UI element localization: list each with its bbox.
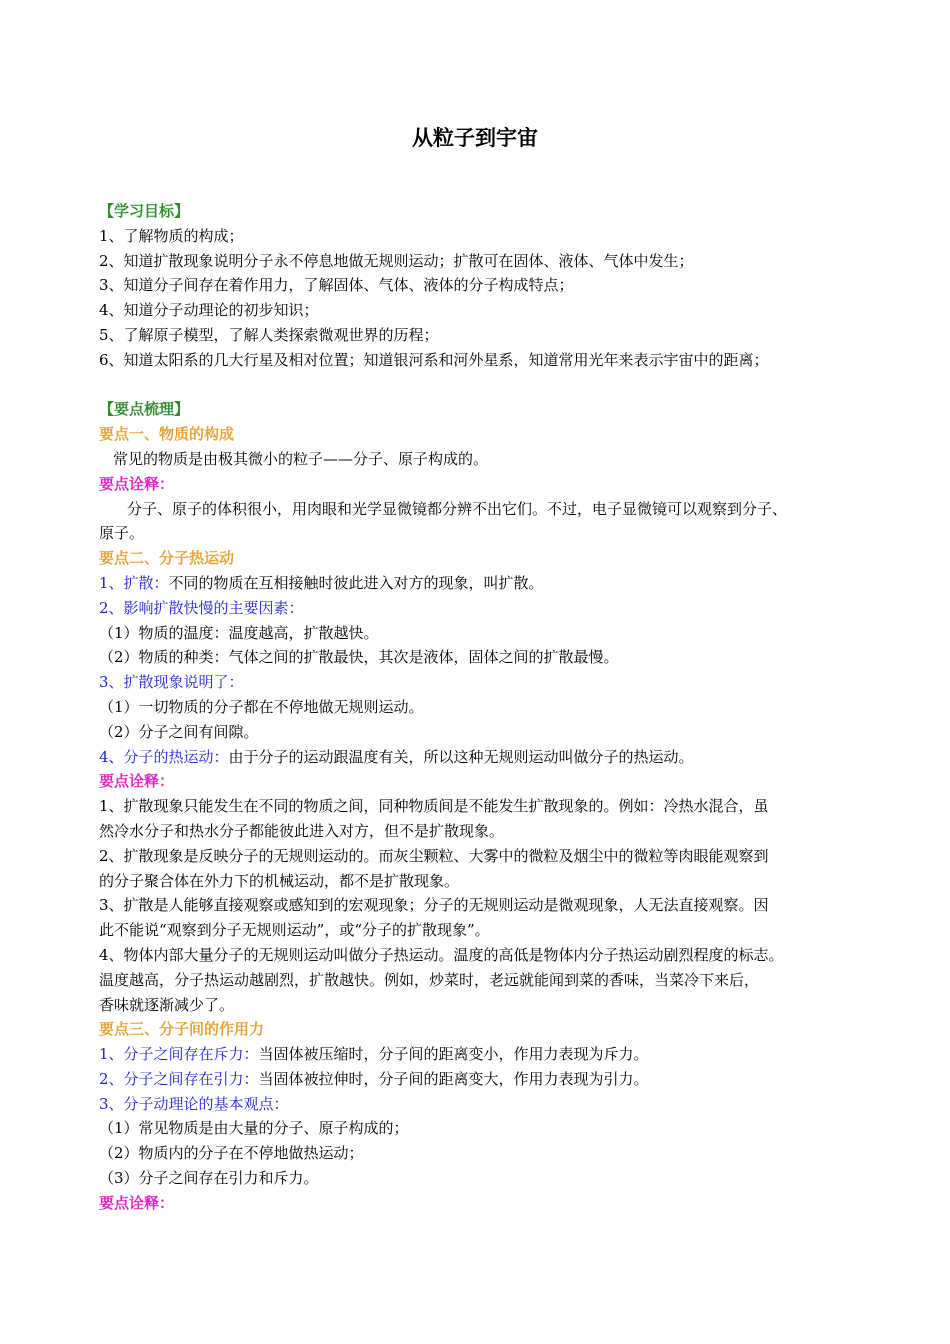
page-title: 从粒子到宇宙 [412, 126, 538, 150]
theory-label: 3、分子动理论的基本观点： [99, 1094, 289, 1113]
objective-item: 5、了解原子模型，了解人类探索微观世界的历程； [99, 325, 439, 344]
point2-note-line: 的分子聚合体在外力下的机械运动，都不是扩散现象。 [99, 871, 460, 890]
thermal-motion-definition [99, 745, 879, 770]
point2-note-line: 2、扩散现象是反映分子的无规则运动的。而灰尘颗粒、大雾中的微粒及烟尘中的微粒等肉眼能观察到 [99, 846, 769, 865]
objective-item: 6、知道太阳系的几大行星及相对位置；知道银河系和河外星系，知道常用光年来表示宇宙中的距离； [99, 350, 769, 369]
point1-text: 常见的物质是由极其微小的粒子——分子、原子构成的。 [113, 449, 489, 468]
point2-note-line: 4、物体内部大量分子的无规则运动叫做分子热运动。温度的高低是物体内分子热运动剧烈程度的标志。 [99, 945, 784, 964]
point1-note-line: 原子。 [99, 524, 145, 543]
point2-note-line: 香味就逐渐减少了。 [99, 995, 235, 1014]
factor-item: （1）物质的温度：温度越高，扩散越快。 [99, 623, 379, 642]
attraction-definition [99, 1067, 879, 1092]
objectives-heading: 【学习目标】 [99, 202, 190, 220]
objective-item: 4、知道分子动理论的初步知识； [99, 301, 319, 320]
point1-note-line: 分子、原子的体积很小，用肉眼和光学显微镜都分辨不出它们。不过，电子显微镜可以观察到分子、 [127, 499, 788, 518]
shows-item: （2）分子之间有间隙。 [99, 722, 259, 741]
point1-note-heading: 要点诠释： [99, 474, 175, 493]
point2-note-line: 1、扩散现象只能发生在不同的物质之间，同种物质间是不能发生扩散现象的。例如：冷热水混合，虽 [99, 797, 769, 816]
diffusion-text: 不同的物质在互相接触时彼此进入对方的现象，叫扩散。 [168, 573, 544, 592]
objective-item: 1、了解物质的构成； [99, 226, 244, 245]
theory-item: （2）物质内的分子在不停地做热运动； [99, 1144, 364, 1163]
thermal-text: 由于分子的运动跟温度有关，所以这种无规则运动叫做分子的热运动。 [228, 747, 694, 766]
point2-note-line: 此不能说“观察到分子无规则运动”，或“分子的扩散现象”。 [99, 921, 490, 940]
attraction-label: 2、分子之间存在引力： [99, 1069, 259, 1088]
point2-note-line: 然冷水分子和热水分子都能彼此进入对方，但不是扩散现象。 [99, 821, 505, 840]
point2-heading: 要点二、分子热运动 [99, 549, 235, 568]
section-gap [99, 373, 879, 398]
thermal-label: 4、分子的热运动： [99, 747, 229, 766]
diffusion-label: 1、扩散： [99, 573, 169, 592]
repulsion-label: 1、分子之间存在斥力： [99, 1045, 259, 1064]
repulsion-text: 当固体被压缩时，分子间的距离变小，作用力表现为斥力。 [258, 1045, 649, 1064]
attraction-text: 当固体被拉伸时，分子间的距离变大，作用力表现为引力。 [258, 1069, 649, 1088]
review-heading: 【要点梳理】 [99, 400, 190, 419]
shows-item: （1）一切物质的分子都在不停地做无规则运动。 [99, 697, 424, 716]
point2-note-heading: 要点诠释： [99, 772, 175, 791]
point1-heading: 要点一、物质的构成 [99, 425, 235, 444]
point2-note-line: 温度越高，分子热运动越剧烈，扩散越快。例如，炒菜时，老远就能闻到菜的香味，当菜冷下来后， [99, 970, 760, 989]
document-body [99, 199, 879, 1216]
theory-item: （1）常见物质是由大量的分子、原子构成的； [99, 1119, 409, 1138]
factor-item: （2）物质的种类：气体之间的扩散最快，其次是液体，固体之间的扩散最慢。 [99, 648, 619, 667]
point2-note-line: 3、扩散是人能够直接观察或感知到的宏观现象；分子的无规则运动是微观现象，人无法直接观察。因 [99, 896, 769, 915]
factors-label: 2、影响扩散快慢的主要因素： [99, 598, 304, 617]
objective-item: 3、知道分子间存在着作用力，了解固体、气体、液体的分子构成特点； [99, 276, 574, 295]
point3-heading: 要点三、分子间的作用力 [99, 1020, 265, 1039]
repulsion-definition [99, 1042, 879, 1067]
objective-item: 2、知道扩散现象说明分子永不停息地做无规则运动；扩散可在固体、液体、气体中发生； [99, 251, 694, 270]
diffusion-definition [99, 571, 879, 596]
theory-item: （3）分子之间存在引力和斥力。 [99, 1169, 319, 1188]
shows-label: 3、扩散现象说明了： [99, 673, 244, 692]
point3-note-heading: 要点诠释： [99, 1193, 175, 1212]
